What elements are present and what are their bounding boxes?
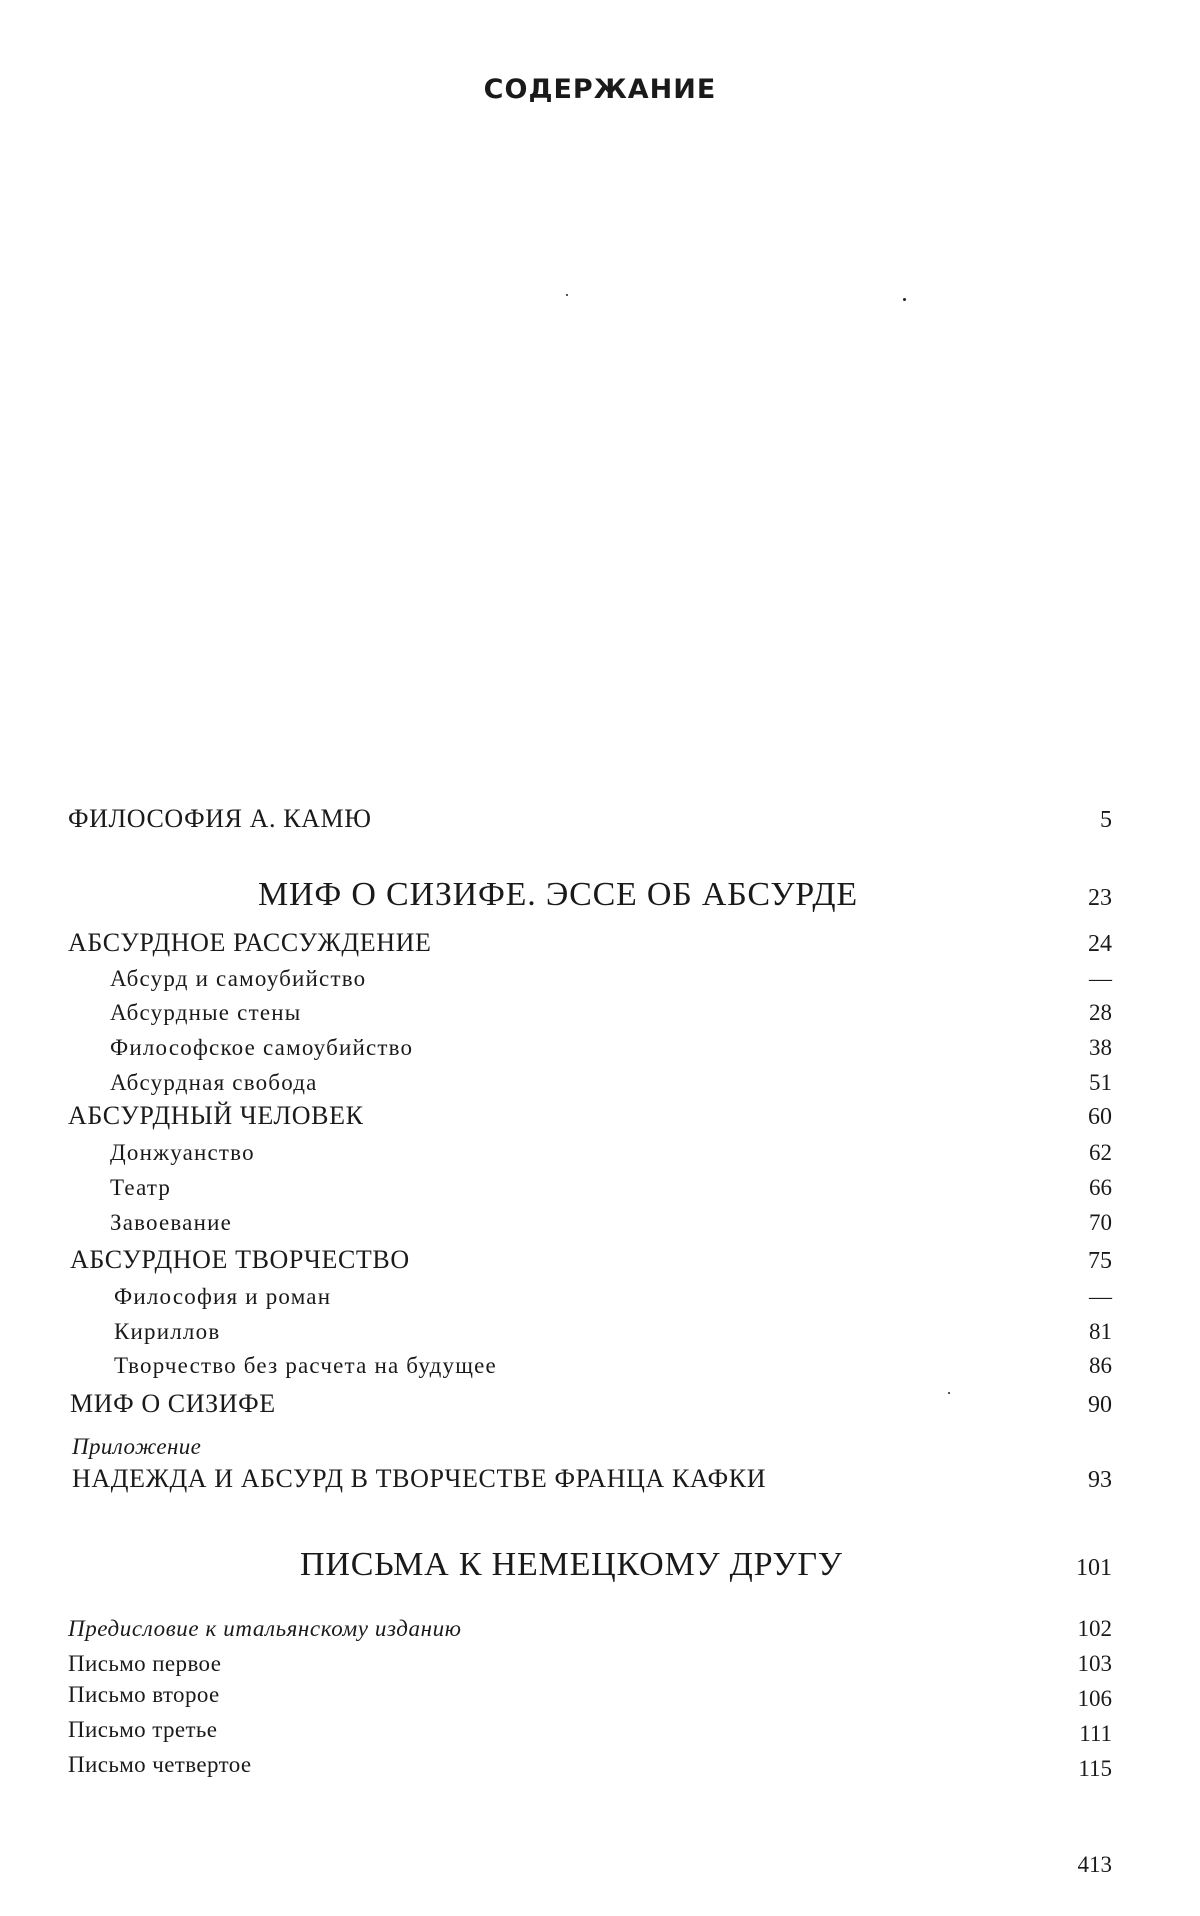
toc-entry-label: Философия и роман [114, 1284, 332, 1309]
toc-entry-page: 23 [1088, 885, 1112, 911]
toc-entry-page: 101 [1076, 1555, 1112, 1581]
toc-entry-label: Творчество без расчета на будущее [114, 1353, 497, 1378]
page-title: СОДЕРЖАНИЕ [483, 74, 717, 105]
toc-entry-page: 38 [1089, 1035, 1112, 1060]
toc-entry-label: Театр [110, 1175, 172, 1200]
toc-subentry-absurd-walls [0, 992, 1200, 1032]
toc-entry-page: 86 [1089, 1353, 1112, 1378]
toc-entry-letter-second [0, 1678, 1200, 1718]
toc-entry-label: Предисловие к итальянскому изданию [68, 1616, 462, 1641]
toc-entry-page: 60 [1088, 1104, 1112, 1130]
toc-entry-page: 115 [1078, 1756, 1112, 1781]
toc-entry-label: Письмо третье [68, 1717, 218, 1742]
toc-entry-page: 90 [1088, 1392, 1112, 1418]
toc-entry-label: Абсурдная свобода [110, 1070, 318, 1095]
toc-entry-page: 70 [1089, 1210, 1112, 1235]
toc-entry-label: Письмо четвертое [68, 1752, 252, 1777]
toc-entry-page: 103 [1077, 1651, 1112, 1676]
toc-entry-hope-and-absurd [0, 1460, 1200, 1500]
toc-entry-label: АБСУРДНОЕ ТВОРЧЕСТВО [70, 1245, 410, 1274]
toc-entry-label: Завоевание [110, 1210, 233, 1235]
toc-entry-label: Письмо второе [68, 1682, 220, 1707]
toc-section-heading-letters [0, 1542, 1200, 1590]
toc-entry-page: 93 [1088, 1467, 1112, 1493]
toc-entry-letter-first [0, 1643, 1200, 1683]
toc-entry-label: Письмо первое [68, 1651, 222, 1676]
toc-subentry-philosophical-suicide [0, 1027, 1200, 1067]
page-number: 413 [1077, 1852, 1112, 1877]
toc-entry-page: 81 [1089, 1319, 1112, 1344]
toc-entry-page: — [1089, 966, 1112, 991]
toc-subentry-philosophy-and-novel [0, 1276, 1200, 1316]
toc-entry-letter-third [0, 1713, 1200, 1753]
toc-entry-preface-italian [0, 1608, 1200, 1648]
toc-entry-page: 62 [1089, 1140, 1112, 1165]
toc-entry-label: Философское самоубийство [110, 1035, 414, 1060]
toc-entry-page: 28 [1089, 1000, 1112, 1025]
toc-entry-page: 51 [1089, 1070, 1112, 1095]
toc-entry-label: Кириллов [114, 1319, 221, 1344]
toc-entry-label: Абсурдные стены [110, 1000, 302, 1025]
toc-section-heading-myth [0, 872, 1200, 920]
print-speck [903, 298, 906, 301]
toc-entry-page: — [1089, 1284, 1112, 1309]
toc-entry-label: МИФ О СИЗИФЕ [70, 1389, 276, 1418]
section-heading-label: ПИСЬМА К НЕМЕЦКОМУ ДРУГУ [300, 1546, 843, 1583]
toc-entry-label: НАДЕЖДА И АБСУРД В ТВОРЧЕСТВЕ ФРАНЦА КАФКИ [72, 1464, 767, 1493]
section-heading-label: МИФ О СИЗИФЕ. ЭССЕ ОБ АБСУРДЕ [258, 876, 858, 913]
toc-entry-letter-fourth [0, 1748, 1200, 1788]
toc-entry-page: 102 [1077, 1616, 1112, 1641]
toc-entry-myth-of-sisyphus [0, 1385, 1200, 1425]
toc-entry-page: 106 [1077, 1686, 1112, 1711]
toc-subentry-don-juanism [0, 1132, 1200, 1172]
print-speck [566, 294, 568, 296]
toc-entry-label: Абсурд и самоубийство [110, 966, 367, 991]
toc-entry-page: 75 [1088, 1248, 1112, 1274]
toc-entry-page: 24 [1088, 931, 1112, 957]
toc-entry-absurd-man [0, 1097, 1200, 1137]
toc-entry-page: 66 [1089, 1175, 1112, 1200]
toc-entry-label: АБСУРДНОЕ РАССУЖДЕНИЕ [68, 928, 432, 957]
toc-entry-philosophy [0, 800, 1200, 840]
toc-subentry-conquest [0, 1202, 1200, 1242]
toc-subentry-theatre [0, 1167, 1200, 1207]
appendix-label: Приложение [72, 1434, 202, 1459]
toc-entry-absurd-creation [0, 1241, 1200, 1281]
toc-entry-page: 111 [1079, 1721, 1112, 1746]
toc-subentry-absurd-freedom [0, 1062, 1200, 1102]
toc-subentry-creation-without-future [0, 1345, 1200, 1385]
toc-entry-label: ФИЛОСОФИЯ А. КАМЮ [68, 804, 372, 833]
toc-entry-label: АБСУРДНЫЙ ЧЕЛОВЕК [68, 1101, 364, 1130]
toc-entry-page: 5 [1100, 807, 1112, 833]
toc-entry-label: Донжуанство [110, 1140, 255, 1165]
